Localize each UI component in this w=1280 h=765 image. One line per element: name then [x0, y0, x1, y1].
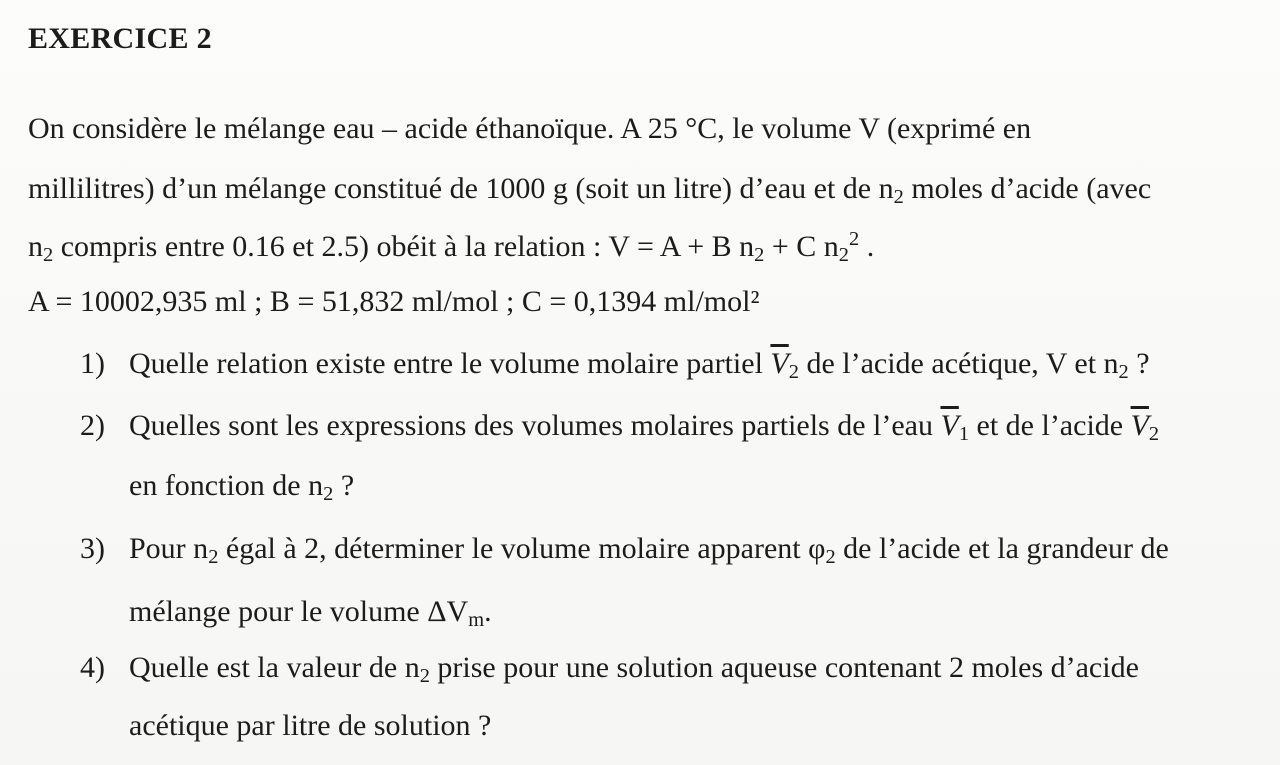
question-2-text-b: et de l’acide [969, 409, 1131, 442]
question-2-number: 2) [80, 409, 105, 442]
intro-line-2-sub: 2 [893, 186, 904, 209]
partial-molar-volume-v2: $\overline{V}$ [1130, 409, 1149, 442]
intro-line-3-text-d: . [859, 230, 875, 263]
constants-line [28, 284, 759, 320]
intro-line-3 [28, 229, 874, 265]
partial-molar-volume-v1-sub: 1 [958, 423, 970, 446]
question-1-text-a: Quelle relation existe entre le volume molaire partiel [129, 347, 771, 380]
question-2-line-2 [129, 468, 354, 504]
question-1-text-b: de l’acide acétique, V et n [798, 347, 1119, 380]
question-3-text-a: Pour n [129, 532, 209, 565]
intro-line-1 [28, 111, 1031, 147]
question-3-line-1 [129, 531, 1169, 567]
question-2-text-a: Quelles sont les expressions des volumes molaires partiels de l’eau [129, 409, 941, 442]
intro-line-3-sup: 2 [849, 227, 860, 250]
question-2-text-d: ? [333, 469, 355, 502]
question-4-sub: 2 [419, 665, 430, 688]
question-3-line-2 [129, 594, 492, 630]
question-3-sub: 2 [208, 546, 219, 569]
exercise-title: EXERCICE 2 [28, 22, 212, 55]
question-2-line-1 [129, 408, 1159, 444]
question-4-text-b: prise pour une solution aqueuse contenant 2 moles d’acide [429, 651, 1139, 684]
question-3-text-b: égal à 2, déterminer le volume molaire apparent φ [218, 532, 826, 565]
intro-line-3-sub-1: 2 [43, 244, 54, 267]
question-3-number: 3) [80, 532, 105, 565]
question-3-text-d: mélange pour le volume ΔV [129, 595, 469, 628]
partial-molar-volume-v2: $\overline{V}$ [770, 347, 789, 380]
question-1-number: 1) [80, 347, 105, 380]
constants-text: A = 10002,935 ml ; B = 51,832 ml/mol ; C = 0,1394 ml/mol² [28, 285, 760, 318]
question-1-sub: 2 [1118, 361, 1129, 384]
intro-line-3-text-c: + C n [764, 230, 839, 263]
question-2-sub: 2 [323, 483, 334, 506]
intro-line-2-text-b: moles d’acide (avec [903, 172, 1152, 205]
intro-line-1-text: On considère le mélange eau – acide éthanoïque. A 25 °C, le volume V (exprimé en [28, 112, 1032, 145]
question-3-text-e: . [484, 595, 492, 628]
mixing-volume-sub: m [468, 609, 485, 632]
question-4-line-1 [129, 650, 1139, 686]
intro-line-2-text-a: millilitres) d’un mélange constitué de 1000 g (soit un litre) d’eau et de n [28, 172, 894, 205]
partial-molar-volume-v2-sub: 2 [1148, 423, 1160, 446]
intro-line-3-sub-3: 2 [838, 244, 849, 267]
partial-molar-volume-v2-sub: 2 [788, 361, 799, 384]
intro-line-2 [28, 171, 1151, 207]
intro-line-3-text-a: n [28, 230, 43, 263]
question-1-text-c: ? [1128, 347, 1150, 380]
question-4-line-2 [129, 708, 491, 744]
question-3-text-c: de l’acide et la grandeur de [835, 532, 1169, 565]
question-2-text-c: en fonction de n [129, 469, 324, 502]
apparent-molar-volume-sub: 2 [825, 546, 836, 569]
question-1-line-1 [129, 346, 1150, 382]
partial-molar-volume-v1: $\overline{V}$ [940, 409, 959, 442]
question-4-text-c: acétique par litre de solution ? [129, 709, 492, 742]
intro-line-3-sub-2: 2 [754, 244, 765, 267]
question-4-number: 4) [80, 651, 105, 684]
intro-line-3-text-b: compris entre 0.16 et 2.5) obéit à la relation : V = A + B n [53, 230, 755, 263]
question-4-text-a: Quelle est la valeur de n [129, 651, 420, 684]
